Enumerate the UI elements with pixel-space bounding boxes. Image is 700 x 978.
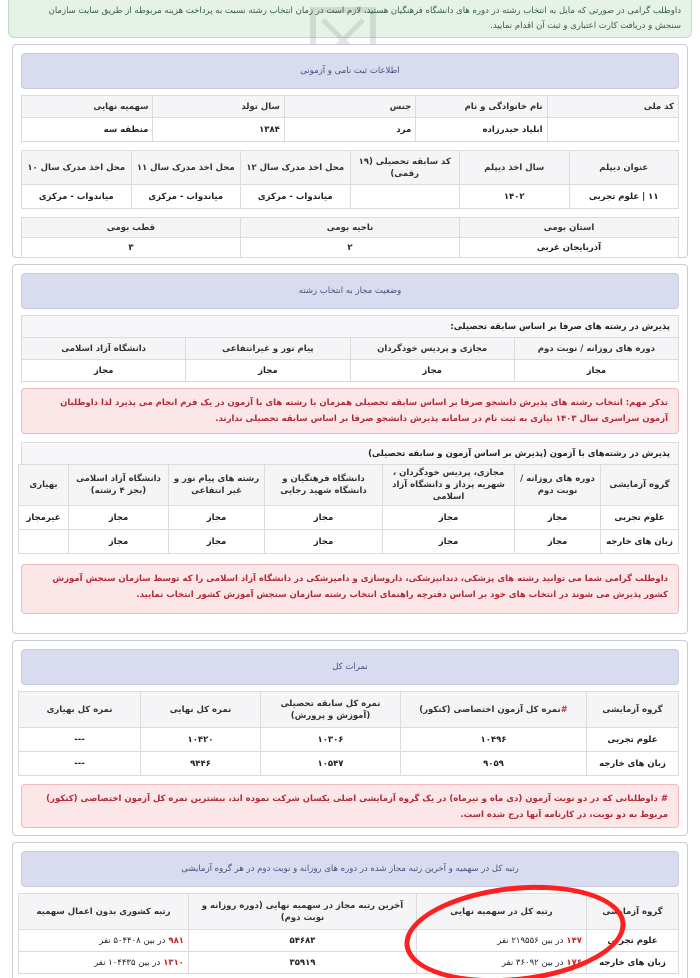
total-scores-title: نمرات کل [21, 649, 679, 685]
score-behyari-header: نمره کل بهیاری [19, 692, 141, 728]
score-group-cell: علوم تجربی [587, 728, 679, 752]
exam-daily-header: دوره های روزانه / نوبت دوم [515, 465, 601, 506]
exam-group-cell: زبان های خارجه [601, 530, 679, 554]
birth-year-header: سال تولد [153, 96, 284, 118]
score-final-cell: ۹۴۴۶ [141, 752, 261, 776]
score-group-cell: زبان های خارجه [587, 752, 679, 776]
native-region-value: ۲ [241, 238, 460, 258]
country-rank-value: ۱۳۱۰ [163, 957, 184, 968]
exam-status-cell: مجاز [69, 506, 169, 530]
score-star-mark: # [560, 704, 568, 715]
education-only-table [21, 337, 679, 382]
country-rank-total: در بین ۱۰۴۴۳۵ نفر [94, 957, 161, 968]
score-education-header: نمره کل سابقه تحصیلی (آموزش و پرورش) [261, 692, 401, 728]
scores-note-alert: # داوطلبانی که در دو نوبت آزمون (دی ماه و تیرماه) در یک گروه آزمایشی اصلی یکسان شرکت نموده اند، بیشترین نمره کل آزمون اختصاصی (کنکور) مربوط به دو نوبت، در کارنامه آنها درج شده است. [21, 784, 679, 828]
place-year10-value: میاندواب - مرکزی [22, 185, 132, 209]
score-group-header: گروه آزمایشی [587, 692, 679, 728]
table-row [19, 530, 679, 554]
payamnoor-header: پیام نور و غیرانتفاعی [186, 338, 350, 360]
full-name-header: نام خانوادگی و نام [416, 96, 547, 118]
top-note-line1: داوطلب گرامی در صورتی که مایل به انتخاب رشته در دوره های دانشگاه فرهنگیان هستید، لازم است در زمان انتخاب رشته نسبت به پرداخت هزینه مربوطه از طریق سایت سازمان [48, 6, 681, 16]
rank-group-cell: زبان های خارجه [587, 952, 679, 974]
score-behyari-cell: --- [19, 752, 141, 776]
place-year12-header: محل اخذ مدرک سال ۱۲ [241, 151, 351, 185]
exam-status-cell: مجاز [383, 506, 515, 530]
daily-evening-status: مجاز [514, 360, 678, 382]
virtual-campus-header: مجازی و پردیس خودگردان [350, 338, 514, 360]
education-code-header: کد سابقه تحصیلی (۱۹ رقمی) [350, 151, 460, 185]
virtual-campus-status: مجاز [350, 360, 514, 382]
ranks-title: رتبه کل در سهمیه و آخرین رتبه مجاز شده در دوره های روزانه و نوبت دوم در هر گروه آزمایشی [21, 851, 679, 887]
exam-status-cell: مجاز [383, 530, 515, 554]
exam-farhangian-header: دانشگاه فرهنگیان و دانشگاه شهید رجایی [265, 465, 383, 506]
rank-country-cell [19, 952, 189, 974]
score-exam-header-label: نمره کل آزمون اختصاصی (کنکور) [419, 704, 561, 715]
gender-value: مرد [284, 118, 415, 142]
education-code-value [350, 185, 460, 209]
exam-status-cell: مجاز [169, 530, 265, 554]
place-year10-header: محل اخذ مدرک سال ۱۰ [22, 151, 132, 185]
total-scores-panel [12, 640, 688, 836]
country-rank-value: ۹۸۱ [168, 935, 184, 946]
scores-table [18, 691, 679, 776]
national-code-value [547, 118, 678, 142]
daily-evening-header: دوره های روزانه / نوبت دوم [514, 338, 678, 360]
score-behyari-cell: --- [19, 728, 141, 752]
diploma-title-value: ۱۱ | علوم تجربی [569, 185, 679, 209]
native-province-value: آذربایجان غربی [460, 238, 679, 258]
personal-info-panel [12, 44, 688, 258]
native-region-header: ناحیه بومی [241, 218, 460, 238]
final-quota-value: منطقه سه [22, 118, 153, 142]
rank-value: ۱۴۷ [566, 935, 582, 946]
exam-payamnoor-header: رشته های پیام نور و غیر انتفاعی [169, 465, 265, 506]
selection-status-title: وضعیت مجاز به انتخاب رشته [21, 273, 679, 309]
azad-status: مجاز [22, 360, 186, 382]
gender-header: جنس [284, 96, 415, 118]
education-only-subtitle: پذیرش در رشته های صرفا بر اساس سابقه تحصیلی: [21, 315, 679, 337]
native-pole-value: ۳ [22, 238, 241, 258]
place-year11-value: میاندواب - مرکزی [131, 185, 241, 209]
report-card-page [8, 0, 692, 978]
exam-status-cell: مجاز [169, 506, 265, 530]
exam-status-cell: مجاز [265, 506, 383, 530]
selection-status-panel [12, 264, 688, 634]
table-row [19, 752, 679, 776]
personal-info-title: اطلاعات ثبت نامی و آزمونی [21, 53, 679, 89]
rank-total: در بین ۳۶۰۹۲ نفر [501, 957, 564, 968]
place-year12-value: میاندواب - مرکزی [241, 185, 351, 209]
rank-group-cell: علوم تجربی [587, 930, 679, 952]
exam-based-table [18, 464, 679, 554]
full-name-value: ابلیاد حیدرزاده [416, 118, 547, 142]
exam-behyari-header: بهیاری [19, 465, 69, 506]
rank-total: در بین ۲۱۹۵۵۶ نفر [497, 935, 564, 946]
rank-last-cell: ۵۴۶۸۳ [189, 930, 417, 952]
azad-header: دانشگاه آزاد اسلامی [22, 338, 186, 360]
personal-row3-table [21, 217, 679, 258]
medical-fields-alert: داوطلب گرامی شما می توانید رشته های پزشکی، دندانپزشکی، داروسازی و دامپزشکی در دانشگاه آزاد اسلامی را که توسط سازمان سنجش آموزش کشور پذیرش می شوند در انتخاب های خود بر اساس دفترچه راهنمای انتخاب رشته سازمان سنجش آموزش کشور انتخاب نمایید. [21, 564, 679, 614]
personal-row2-table [21, 150, 679, 209]
diploma-title-header: عنوان دیپلم [569, 151, 679, 185]
score-exam-cell: ۹۰۵۹ [401, 752, 587, 776]
exam-status-cell: مجاز [515, 506, 601, 530]
rank-last-header: آخرین رتبه مجاز در سهمیه نهایی (دوره روزانه و نوبت دوم) [189, 894, 417, 930]
diploma-year-header: سال اخذ دیپلم [460, 151, 570, 185]
score-education-cell: ۱۰۵۴۷ [261, 752, 401, 776]
exam-virtual-header: مجازی، پردیس خودگردان ، شهریه پرداز و دانشگاه آزاد اسلامی [383, 465, 515, 506]
exam-status-cell: مجاز [69, 530, 169, 554]
score-education-cell: ۱۰۳۰۶ [261, 728, 401, 752]
rank-group-header: گروه آزمایشی [587, 894, 679, 930]
score-exam-cell: ۱۰۴۹۶ [401, 728, 587, 752]
exam-based-subtitle: پذیرش در رشته‌های با آزمون (پذیرش بر اساس آزمون و سابقه تحصیلی) [21, 442, 679, 464]
exam-status-cell: مجاز [515, 530, 601, 554]
exam-status-cell [19, 530, 69, 554]
rank-value: ۱۷۶ [566, 957, 582, 968]
score-final-header: نمره کل نهایی [141, 692, 261, 728]
exam-status-cell: غیرمجاز [19, 506, 69, 530]
exam-group-header: گروه آزمایشی [601, 465, 679, 506]
exam-status-cell: مجاز [265, 530, 383, 554]
important-note-alert: تذکر مهم: انتخاب رشته های پذیرش دانشجو صرفا بر اساس سابقه تحصیلی همزمان با رشته های با آزمون در یک فرم انجام می پذیرد لذا داوطلبان آزمون سراسری سال ۱۴۰۳ نیازی به ثبت نام در سامانه پذیرش دانشجو صرفا بر اساس سابقه تحصیلی ندارند. [21, 388, 679, 434]
place-year11-header: محل اخذ مدرک سال ۱۱ [131, 151, 241, 185]
payamnoor-status: مجاز [186, 360, 350, 382]
rank-country-cell [19, 930, 189, 952]
score-exam-header [401, 692, 587, 728]
personal-row1-table [21, 95, 679, 142]
country-rank-total: در بین ۵۰۴۴۰۸ نفر [99, 935, 166, 946]
table-row [19, 506, 679, 530]
native-province-header: استان بومی [460, 218, 679, 238]
table-row [19, 728, 679, 752]
rank-quota-header: رتبه کل در سهمیه نهایی [417, 894, 587, 930]
final-quota-header: سهمیه نهایی [22, 96, 153, 118]
top-note-line2: سنجش و دریافت کارت اعتباری و ثبت آن اقدام نمایید. [490, 21, 681, 31]
diploma-year-value: ۱۴۰۲ [460, 185, 570, 209]
exam-azad-header: دانشگاه آزاد اسلامی (بجز ۴ رشته) [69, 465, 169, 506]
national-code-header: کد ملی [547, 96, 678, 118]
exam-group-cell: علوم تجربی [601, 506, 679, 530]
rank-country-header: رتبه کشوری بدون اعمال سهمیه [19, 894, 189, 930]
birth-year-value: ۱۳۸۴ [153, 118, 284, 142]
score-final-cell: ۱۰۴۲۰ [141, 728, 261, 752]
native-pole-header: قطب بومی [22, 218, 241, 238]
rank-last-cell: ۳۵۹۱۹ [189, 952, 417, 974]
